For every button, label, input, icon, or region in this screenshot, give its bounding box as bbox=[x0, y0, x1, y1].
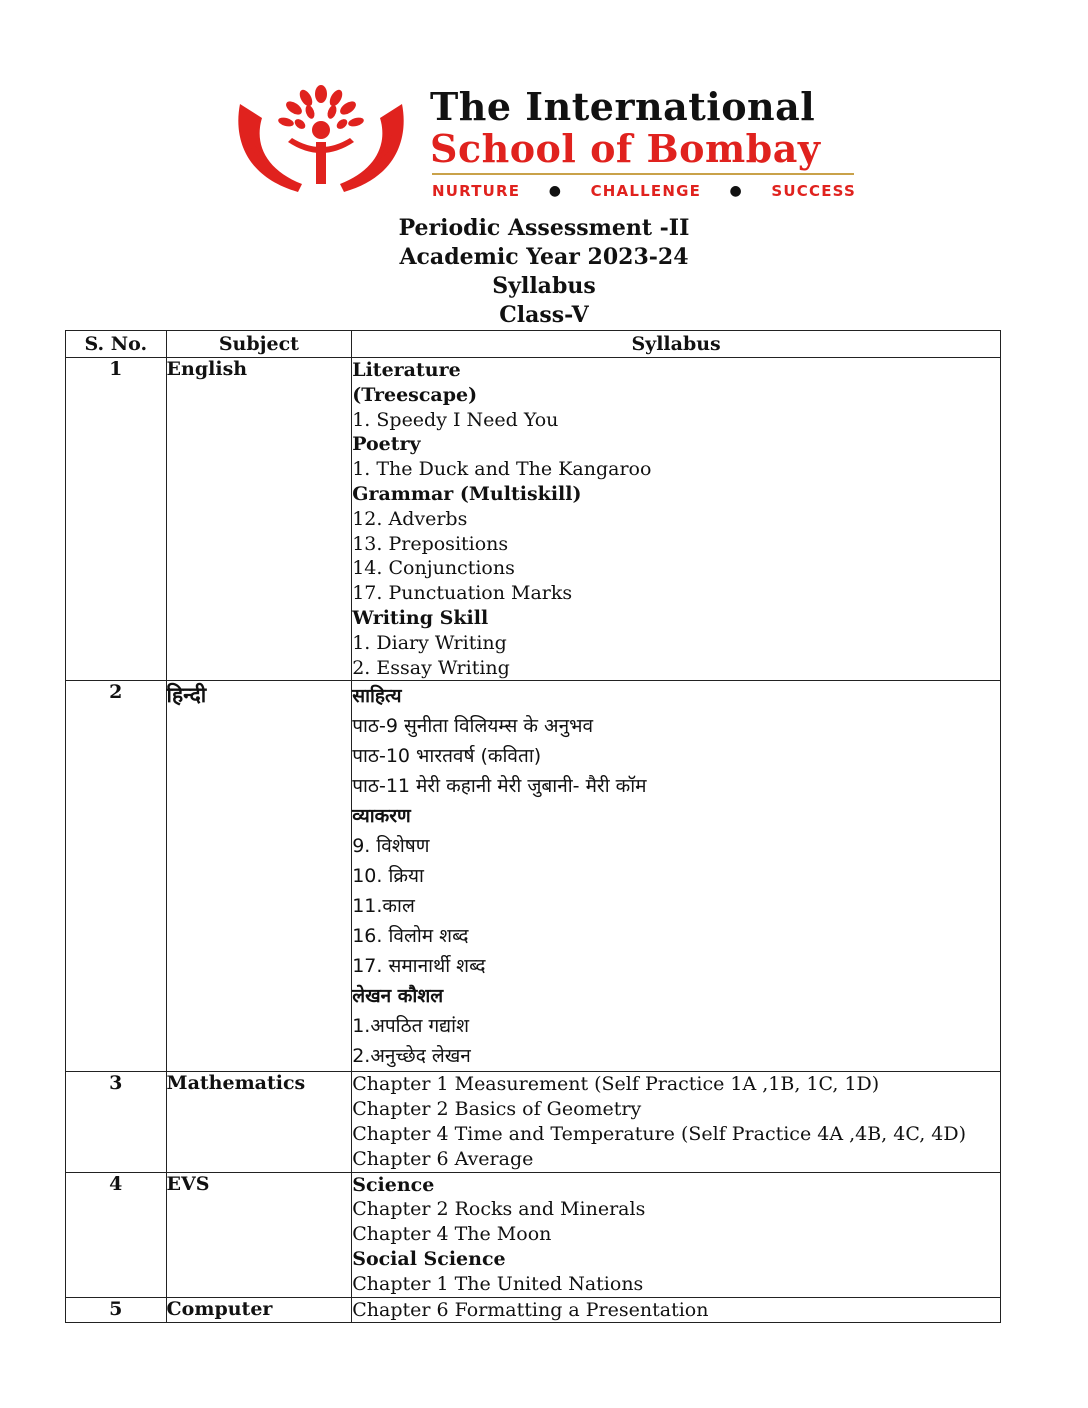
column-header-subject: Subject bbox=[166, 331, 352, 358]
syllabus-table bbox=[65, 330, 1001, 1323]
syllabus-section-heading: Poetry bbox=[352, 433, 421, 456]
syllabus-section-heading: व्याकरण bbox=[352, 805, 411, 828]
table-row bbox=[66, 358, 1001, 681]
syllabus-item: 2. Essay Writing bbox=[352, 656, 510, 679]
syllabus-section-heading: Writing Skill bbox=[352, 606, 489, 629]
motto-separator: ● bbox=[729, 183, 743, 199]
row-syllabus bbox=[352, 1297, 1001, 1323]
school-emblem-icon bbox=[232, 84, 410, 196]
syllabus-item: Chapter 4 The Moon bbox=[352, 1223, 552, 1246]
syllabus-item: 10. क्रिया bbox=[352, 865, 424, 888]
school-name-line1: The International bbox=[430, 84, 816, 129]
syllabus-item: पाठ-10 भारतवर्ष (कविता) bbox=[352, 745, 542, 768]
syllabus-item: Chapter 1 Measurement (Self Practice 1A ,1B, 1C, 1D) bbox=[352, 1073, 880, 1096]
syllabus-section-heading: Science bbox=[352, 1173, 435, 1196]
table-row bbox=[66, 1072, 1001, 1172]
syllabus-item: 11.काल bbox=[352, 895, 415, 918]
row-subject: Mathematics bbox=[166, 1072, 352, 1172]
row-subject: EVS bbox=[166, 1172, 352, 1297]
syllabus-item: 1. The Duck and The Kangaroo bbox=[352, 458, 652, 481]
row-syllabus bbox=[352, 1072, 1001, 1172]
syllabus-item: Chapter 2 Rocks and Minerals bbox=[352, 1198, 646, 1221]
syllabus-item: 12. Adverbs bbox=[352, 507, 468, 530]
school-logo bbox=[232, 84, 856, 204]
syllabus-section-heading: साहित्य bbox=[352, 685, 402, 708]
motto-separator: ● bbox=[548, 183, 563, 199]
syllabus-item: 1.अपठित गद्यांश bbox=[352, 1015, 469, 1038]
table-row bbox=[66, 681, 1001, 1072]
row-serial-number: 4 bbox=[66, 1172, 167, 1297]
table-row bbox=[66, 1297, 1001, 1323]
syllabus-item: 1. Diary Writing bbox=[352, 631, 507, 654]
assessment-title: Periodic Assessment -II bbox=[398, 215, 690, 241]
syllabus-item: 2.अनुच्छेद लेखन bbox=[352, 1045, 471, 1068]
row-serial-number: 1 bbox=[66, 358, 167, 681]
table-header-row bbox=[66, 331, 1001, 358]
row-syllabus bbox=[352, 358, 1001, 681]
row-syllabus bbox=[352, 1172, 1001, 1297]
row-subject: English bbox=[166, 358, 352, 681]
syllabus-item: 16. विलोम शब्द bbox=[352, 925, 469, 948]
row-subject: हिन्दी bbox=[166, 681, 352, 1072]
syllabus-item: 17. Punctuation Marks bbox=[352, 582, 573, 605]
syllabus-item: Chapter 2 Basics of Geometry bbox=[352, 1098, 642, 1121]
row-subject: Computer bbox=[166, 1297, 352, 1323]
syllabus-section-heading: लेखन कौशल bbox=[352, 985, 444, 1008]
syllabus-section-heading: Social Science bbox=[352, 1247, 506, 1270]
logo-divider bbox=[432, 173, 854, 175]
motto-word-success: SUCCESS bbox=[771, 182, 856, 200]
row-syllabus bbox=[352, 681, 1001, 1072]
syllabus-item: 9. विशेषण bbox=[352, 835, 430, 858]
syllabus-item: Chapter 6 Formatting a Presentation bbox=[352, 1298, 709, 1321]
syllabus-item: पाठ-9 सुनीता विलियम्स के अनुभव bbox=[352, 715, 594, 738]
syllabus-section-heading: Literature bbox=[352, 359, 461, 381]
motto-word-nurture: NURTURE bbox=[432, 182, 521, 200]
class-name: Class-V bbox=[499, 302, 589, 328]
row-serial-number: 5 bbox=[66, 1297, 167, 1323]
syllabus-section-heading: Grammar (Multiskill) bbox=[352, 482, 582, 505]
academic-year: Academic Year 2023-24 bbox=[399, 244, 689, 270]
syllabus-item: Chapter 4 Time and Temperature (Self Practice 4A ,4B, 4C, 4D) bbox=[352, 1122, 967, 1145]
syllabus-item: 13. Prepositions bbox=[352, 532, 509, 555]
syllabus-item: 1. Speedy I Need You bbox=[352, 408, 559, 431]
table-row bbox=[66, 1172, 1001, 1297]
row-serial-number: 3 bbox=[66, 1072, 167, 1172]
syllabus-item: 17. समानार्थी शब्द bbox=[352, 955, 486, 978]
row-serial-number: 2 bbox=[66, 681, 167, 1072]
column-header-syllabus: Syllabus bbox=[352, 331, 1001, 358]
syllabus-item: पाठ-11 मेरी कहानी मेरी जुबानी- मैरी कॉम bbox=[352, 775, 647, 798]
school-motto bbox=[432, 182, 856, 200]
syllabus-item: 14. Conjunctions bbox=[352, 557, 515, 580]
syllabus-item: Chapter 1 The United Nations bbox=[352, 1272, 644, 1295]
motto-word-challenge: CHALLENGE bbox=[590, 182, 702, 200]
syllabus-item: Chapter 6 Average bbox=[352, 1147, 534, 1170]
school-name-line2: School of Bombay bbox=[430, 126, 821, 171]
column-header-sno: S. No. bbox=[66, 331, 167, 358]
document-type: Syllabus bbox=[492, 273, 596, 299]
syllabus-section-heading: (Treescape) bbox=[352, 383, 478, 406]
